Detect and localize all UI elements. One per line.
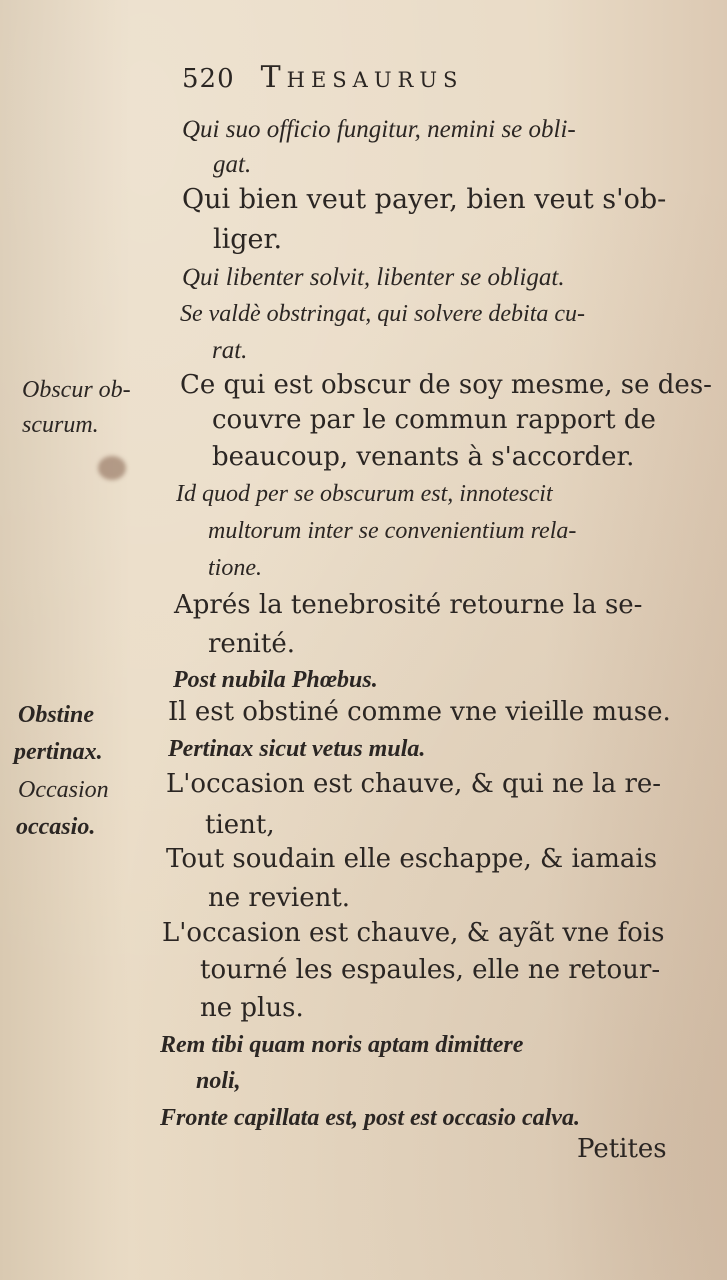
text-line: beaucoup, venants à s'accorder. <box>212 442 635 472</box>
margin-note: Obstine <box>18 702 95 728</box>
catchword: Petites <box>577 1134 667 1164</box>
text-line: Post nubila Phœbus. <box>173 667 378 693</box>
text-line: tient, <box>205 810 275 840</box>
text-line: multorum inter se convenientium rela- <box>208 518 577 544</box>
page-number: 520 <box>182 64 235 94</box>
margin-note: Occasion <box>18 777 109 803</box>
text-line: ne plus. <box>200 993 304 1023</box>
text-line: Rem tibi quam noris aptam dimittere <box>160 1032 524 1058</box>
text-line: Qui suo officio fungitur, nemini se obli- <box>182 116 576 143</box>
text-line: L'occasion est chauve, & ayãt vne fois <box>162 918 665 948</box>
running-header <box>182 60 632 95</box>
text-line: Il est obstiné comme vne vieille muse. <box>168 697 671 727</box>
margin-note: pertinax. <box>14 739 103 765</box>
text-line: Tout soudain elle eschappe, & iamais <box>166 844 658 874</box>
text-line: Pertinax sicut vetus mula. <box>168 736 426 762</box>
text-line: Fronte capillata est, post est occasio calva. <box>160 1105 580 1131</box>
text-line: L'occasion est chauve, & qui ne la re- <box>166 769 662 799</box>
text-line: liger. <box>213 224 283 255</box>
text-line: Se valdè obstringat, qui solvere debita cu- <box>180 301 586 327</box>
ink-stain <box>98 456 126 480</box>
text-line: tourné les espaules, elle ne retour- <box>200 955 661 985</box>
margin-note: scurum. <box>22 412 99 438</box>
margin-note: occasio. <box>16 814 96 840</box>
text-line: Id quod per se obscurum est, innotescit <box>176 481 553 507</box>
margin-note: Obscur ob- <box>22 377 131 403</box>
text-line: noli, <box>196 1068 241 1094</box>
text-line: Ce qui est obscur de soy mesme, se des- <box>180 370 712 400</box>
text-line: Qui libenter solvit, libenter se obligat. <box>182 264 565 291</box>
text-line: couvre par le commun rapport de <box>212 405 656 435</box>
text-line: tione. <box>208 555 262 581</box>
text-line: renité. <box>208 629 295 659</box>
running-title: Thesaurus <box>260 60 464 95</box>
text-line: Qui bien veut payer, bien veut s'ob- <box>182 184 667 215</box>
text-line: Aprés la tenebrosité retourne la se- <box>174 590 643 620</box>
text-line: rat. <box>212 337 248 364</box>
text-line: ne revient. <box>208 883 351 913</box>
text-line: gat. <box>213 151 252 178</box>
